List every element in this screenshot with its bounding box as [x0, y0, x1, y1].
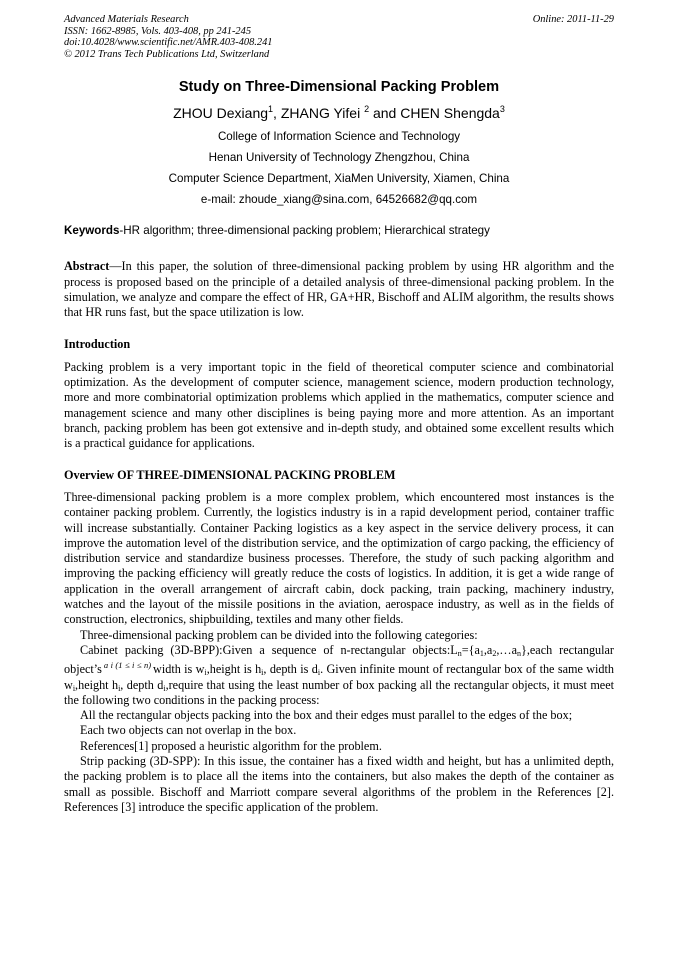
journal-header [64, 14, 614, 60]
text-run: },each rectangular object’s [64, 642, 614, 677]
text-run: Cabinet packing (3D-BPP):Given a sequence of n-rectangular objects:L [80, 642, 458, 657]
affiliation: Computer Science Department, XiaMen University, Xiamen, China [168, 172, 510, 186]
keywords [64, 224, 614, 238]
author-name: ZHOU Dexiang [173, 105, 269, 122]
subscript: i [72, 683, 76, 693]
author-affiliation-mark: 2 [364, 104, 370, 115]
text-run: width is w [153, 662, 205, 677]
paper-page [64, 14, 614, 815]
online-date: Online: 2011-11-29 [532, 14, 614, 25]
doi: doi:10.4028/www.scientific.net/AMR.403-408.241 [64, 37, 273, 49]
overview-paragraph: Each two objects can not overlap in the box. [80, 723, 297, 738]
text-run: ={a [461, 642, 480, 657]
paper-title: Study on Three-Dimensional Packing Problem [178, 79, 500, 96]
introduction-paragraph: Packing problem is a very important topic in the field of theoretical computer science and combinatorial optimization. As the development of computer science, management science, modern production technology, more and more combinatorial optimization problems which applied in the mathematics, computer science and management science and many other disciplines is being paying more and more attention. As an important branch, packing problem has been got extensive and in-depth study, and obtained some excellent results which is a practical guidance for applications. [64, 359, 614, 451]
overview-paragraph: Three-dimensional packing problem can be divided into the following categories: [80, 627, 478, 642]
author-separator: , [273, 105, 281, 122]
overview-paragraph: References[1] proposed a heuristic algorithm for the problem. [80, 738, 382, 753]
subscript: 1 [479, 648, 484, 658]
inline-formula: a i (1 ≤ i ≤ n) [103, 660, 152, 671]
subscript: 2 [492, 648, 497, 658]
text-run: ,require that using the least number of box packing all the rectangular objects, it must meet the following two conditions in the packing process: [64, 677, 614, 707]
text-run: ,height h [75, 677, 119, 692]
text-run: ,…a [496, 642, 517, 657]
subscript: n [457, 648, 462, 658]
journal-name: Advanced Materials Research [64, 14, 189, 25]
overview-paragraph: All the rectangular objects packing into the box and their edges must parallel to the edges of the box; [80, 708, 573, 723]
author-affiliation-mark: 3 [499, 104, 505, 115]
issn: ISSN: 1662-8985, Vols. 403-408, pp 241-245 [64, 25, 252, 37]
text-run: , depth is d [263, 662, 318, 677]
author-name: CHEN Shengda [400, 105, 500, 122]
keywords-text: -HR algorithm; three-dimensional packing problem; Hierarchical strategy [119, 224, 490, 238]
author-email: e-mail: zhoude_xiang@sina.com, 64526682@qq.com [200, 193, 478, 207]
keywords-label: Keywords [64, 224, 120, 238]
abstract-label: Abstract [64, 259, 110, 274]
subscript: i [163, 683, 166, 693]
affiliation: Henan University of Technology Zhengzhou, China [208, 151, 470, 165]
author-affiliation-mark: 1 [268, 104, 274, 115]
subscript: i [204, 668, 207, 678]
subscript: i [317, 668, 321, 678]
overview-paragraph: Three-dimensional packing problem is a more complex problem, which encountered most instances is the container packing problem. Currently, the logistics industry is in a rapid development period, container traffic will increase substantially. Container Packing logistics as a key aspect in the service delivery process, it can improve the automation level of the distribution service, and the optimization of cargo packing, the efficiency of distribution service and standardize business processes. Therefore, the study of such packing algorithm and improving the packing efficiency will greatly reduce the costs of logistics. In addition, it is get a wide range of application in the overall arrangement of aircraft cabin, dock packing, train packing, machinery industry, watches and the layout of the missile positions in the aviation, aerospace industry, as well as in the fields of construction, electronics, shipbuilding, textiles and many other fields. [64, 489, 614, 627]
section-heading-introduction: Introduction [64, 336, 131, 351]
strip-packing-paragraph: Strip packing (3D-SPP): In this issue, the container has a fixed width and height, but has a unlimited depth, the packing problem is to place all the items into the containers, but also makes the depth of the container as small as possible. Bischoff and Marriott compare several algorithms of the problem in the References [2]. References [3] introduce the specific application of the problem. [64, 753, 614, 814]
subscript: i [261, 668, 264, 678]
section-heading-overview: Overview OF THREE-DIMENSIONAL PACKING PROBLEM [64, 467, 396, 482]
author-separator: and [369, 105, 401, 122]
affiliation: College of Information Science and Technology [217, 130, 461, 144]
author-name: ZHANG Yifei [280, 105, 365, 122]
copyright: © 2012 Trans Tech Publications Ltd, Switzerland [64, 48, 270, 60]
subscript: i [118, 683, 121, 693]
text-run: , depth d [120, 677, 164, 692]
abstract-text: —In this paper, the solution of three-dimensional packing problem by using HR algorithm and the process is proposed based on the principle of a detailed analysis of three-dimensional packing problem. In the simulation, we analyze and compare the effect of HR, GA+HR, Bischoff and ALIM algorithm, the results shows that HR runs fast, but the space utilization is low. [64, 259, 614, 320]
text-run: ,a [483, 642, 493, 657]
text-run: ,height is h [206, 662, 262, 677]
subscript: n [517, 648, 521, 658]
abstract [64, 259, 614, 320]
text-run: . Given infinite mount of rectangular box of the same width w [64, 662, 614, 692]
author-list [64, 104, 614, 122]
cabinet-packing-paragraph [64, 643, 614, 708]
